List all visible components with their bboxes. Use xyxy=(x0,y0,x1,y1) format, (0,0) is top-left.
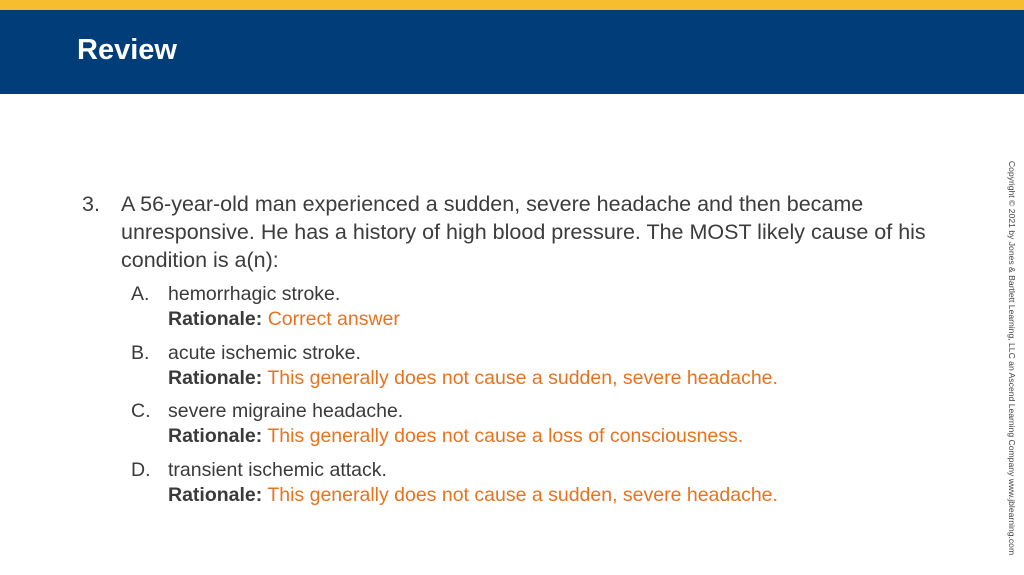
question-number: 3. xyxy=(82,192,100,216)
top-accent-stripe xyxy=(0,0,1024,10)
question-block xyxy=(82,190,962,516)
option-text: acute ischemic stroke. xyxy=(168,341,361,364)
rationale-label: Rationale: xyxy=(168,308,263,330)
rationale xyxy=(168,307,962,332)
rationale-label: Rationale: xyxy=(168,366,263,389)
rationale-label: Rationale: xyxy=(168,483,263,506)
option-text: severe migraine headache. xyxy=(168,400,404,422)
question xyxy=(82,190,962,274)
option-text: transient ischemic attack. xyxy=(168,458,387,481)
option-c xyxy=(131,399,962,449)
rationale-text: This generally does not cause a loss of consciousness. xyxy=(267,425,744,447)
option-b xyxy=(131,341,962,391)
option-text: hemorrhagic stroke. xyxy=(168,283,341,305)
rationale xyxy=(168,424,962,449)
rationale xyxy=(168,483,962,508)
option-letter: A. xyxy=(131,283,150,305)
rationale-text: Correct answer xyxy=(267,308,400,330)
answer-options xyxy=(131,282,962,508)
option-d xyxy=(131,458,962,508)
option-letter: C. xyxy=(131,400,151,422)
question-text: A 56-year-old man experienced a sudden, severe headache and then became unresponsive. He has a history of high blood pressure. The MOST likely cause of his condition is a(n): xyxy=(121,192,926,272)
option-body xyxy=(168,341,962,391)
option-body xyxy=(168,282,962,332)
rationale xyxy=(168,366,962,391)
rationale-text: This generally does not cause a sudden, severe headache. xyxy=(267,366,778,389)
slide-title: Review xyxy=(77,34,177,66)
rationale-label: Rationale: xyxy=(168,425,263,447)
copyright-notice: Copyright © 2021 by Jones & Bartlett Learning, LLC an Ascend Learning Company www.jblearning.com xyxy=(1007,160,1017,556)
option-letter: D. xyxy=(131,458,151,481)
rationale-text: This generally does not cause a sudden, severe headache. xyxy=(267,483,778,506)
option-letter: B. xyxy=(131,341,150,364)
header-bar xyxy=(0,10,1024,94)
option-body xyxy=(168,399,962,449)
option-body xyxy=(168,458,962,508)
option-a xyxy=(131,282,962,332)
